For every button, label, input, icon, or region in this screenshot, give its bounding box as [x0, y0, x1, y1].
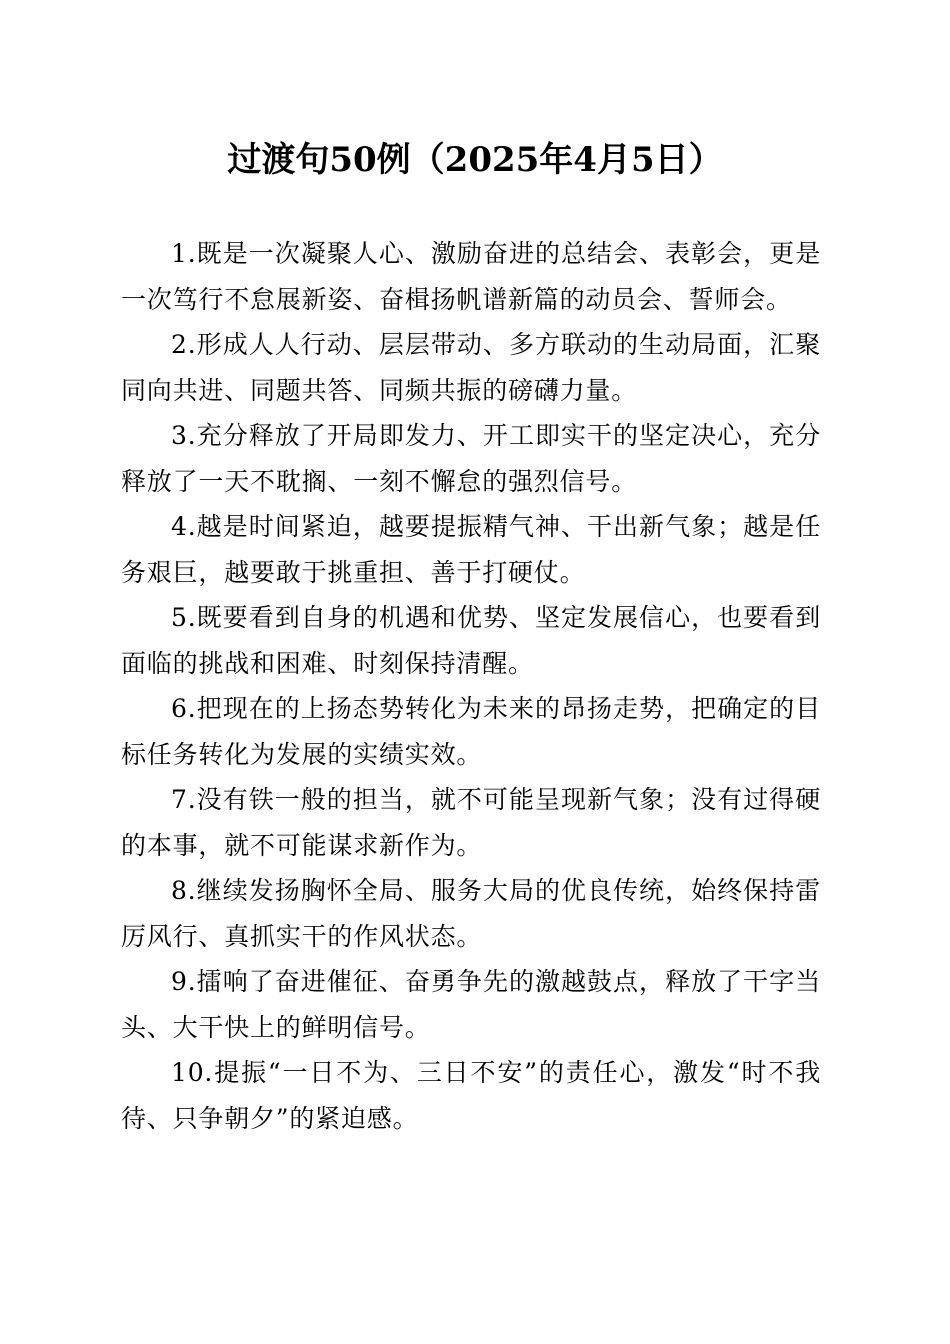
paragraph-1: 1.既是一次凝聚人心、激励奋进的总结会、表彰会，更是一次笃行不怠展新姿、奋楫扬帆谱新篇的动员会、誓师会。 [121, 239, 821, 314]
paragraph-7: 7.没有铁一般的担当，就不可能呈现新气象；没有过得硬的本事，就不可能谋求新作为。 [121, 785, 821, 860]
paragraph-6: 6.把现在的上扬态势转化为未来的昂扬走势，把确定的目标任务转化为发展的实绩实效。 [121, 694, 821, 769]
paragraph-2: 2.形成人人行动、层层带动、多方联动的生动局面，汇聚同向共进、同题共答、同频共振的磅礴力量。 [121, 330, 821, 405]
paragraph-4: 4.越是时间紧迫，越要提振精气神、干出新气象；越是任务艰巨，越要敢于挑重担、善于打硬仗。 [121, 512, 821, 587]
paragraph-3: 3.充分释放了开局即发力、开工即实干的坚定决心，充分释放了一天不耽搁、一刻不懈怠的强烈信号。 [121, 421, 821, 496]
document-body [121, 231, 821, 1141]
paragraph-10: 10.提振“一日不为、三日不安”的责任心，激发“时不我待、只争朝夕”的紧迫感。 [121, 1058, 821, 1133]
paragraph-9: 9.擂响了奋进催征、奋勇争先的激越鼓点，释放了干字当头、大干快上的鲜明信号。 [121, 967, 821, 1042]
paragraph-8: 8.继续发扬胸怀全局、服务大局的优良传统，始终保持雷厉风行、真抓实干的作风状态。 [121, 876, 821, 951]
document-title: 过渡句50例（2025年4月5日） [227, 140, 723, 180]
paragraph-5: 5.既要看到自身的机遇和优势、坚定发展信心，也要看到面临的挑战和困难、时刻保持清醒。 [121, 603, 821, 678]
